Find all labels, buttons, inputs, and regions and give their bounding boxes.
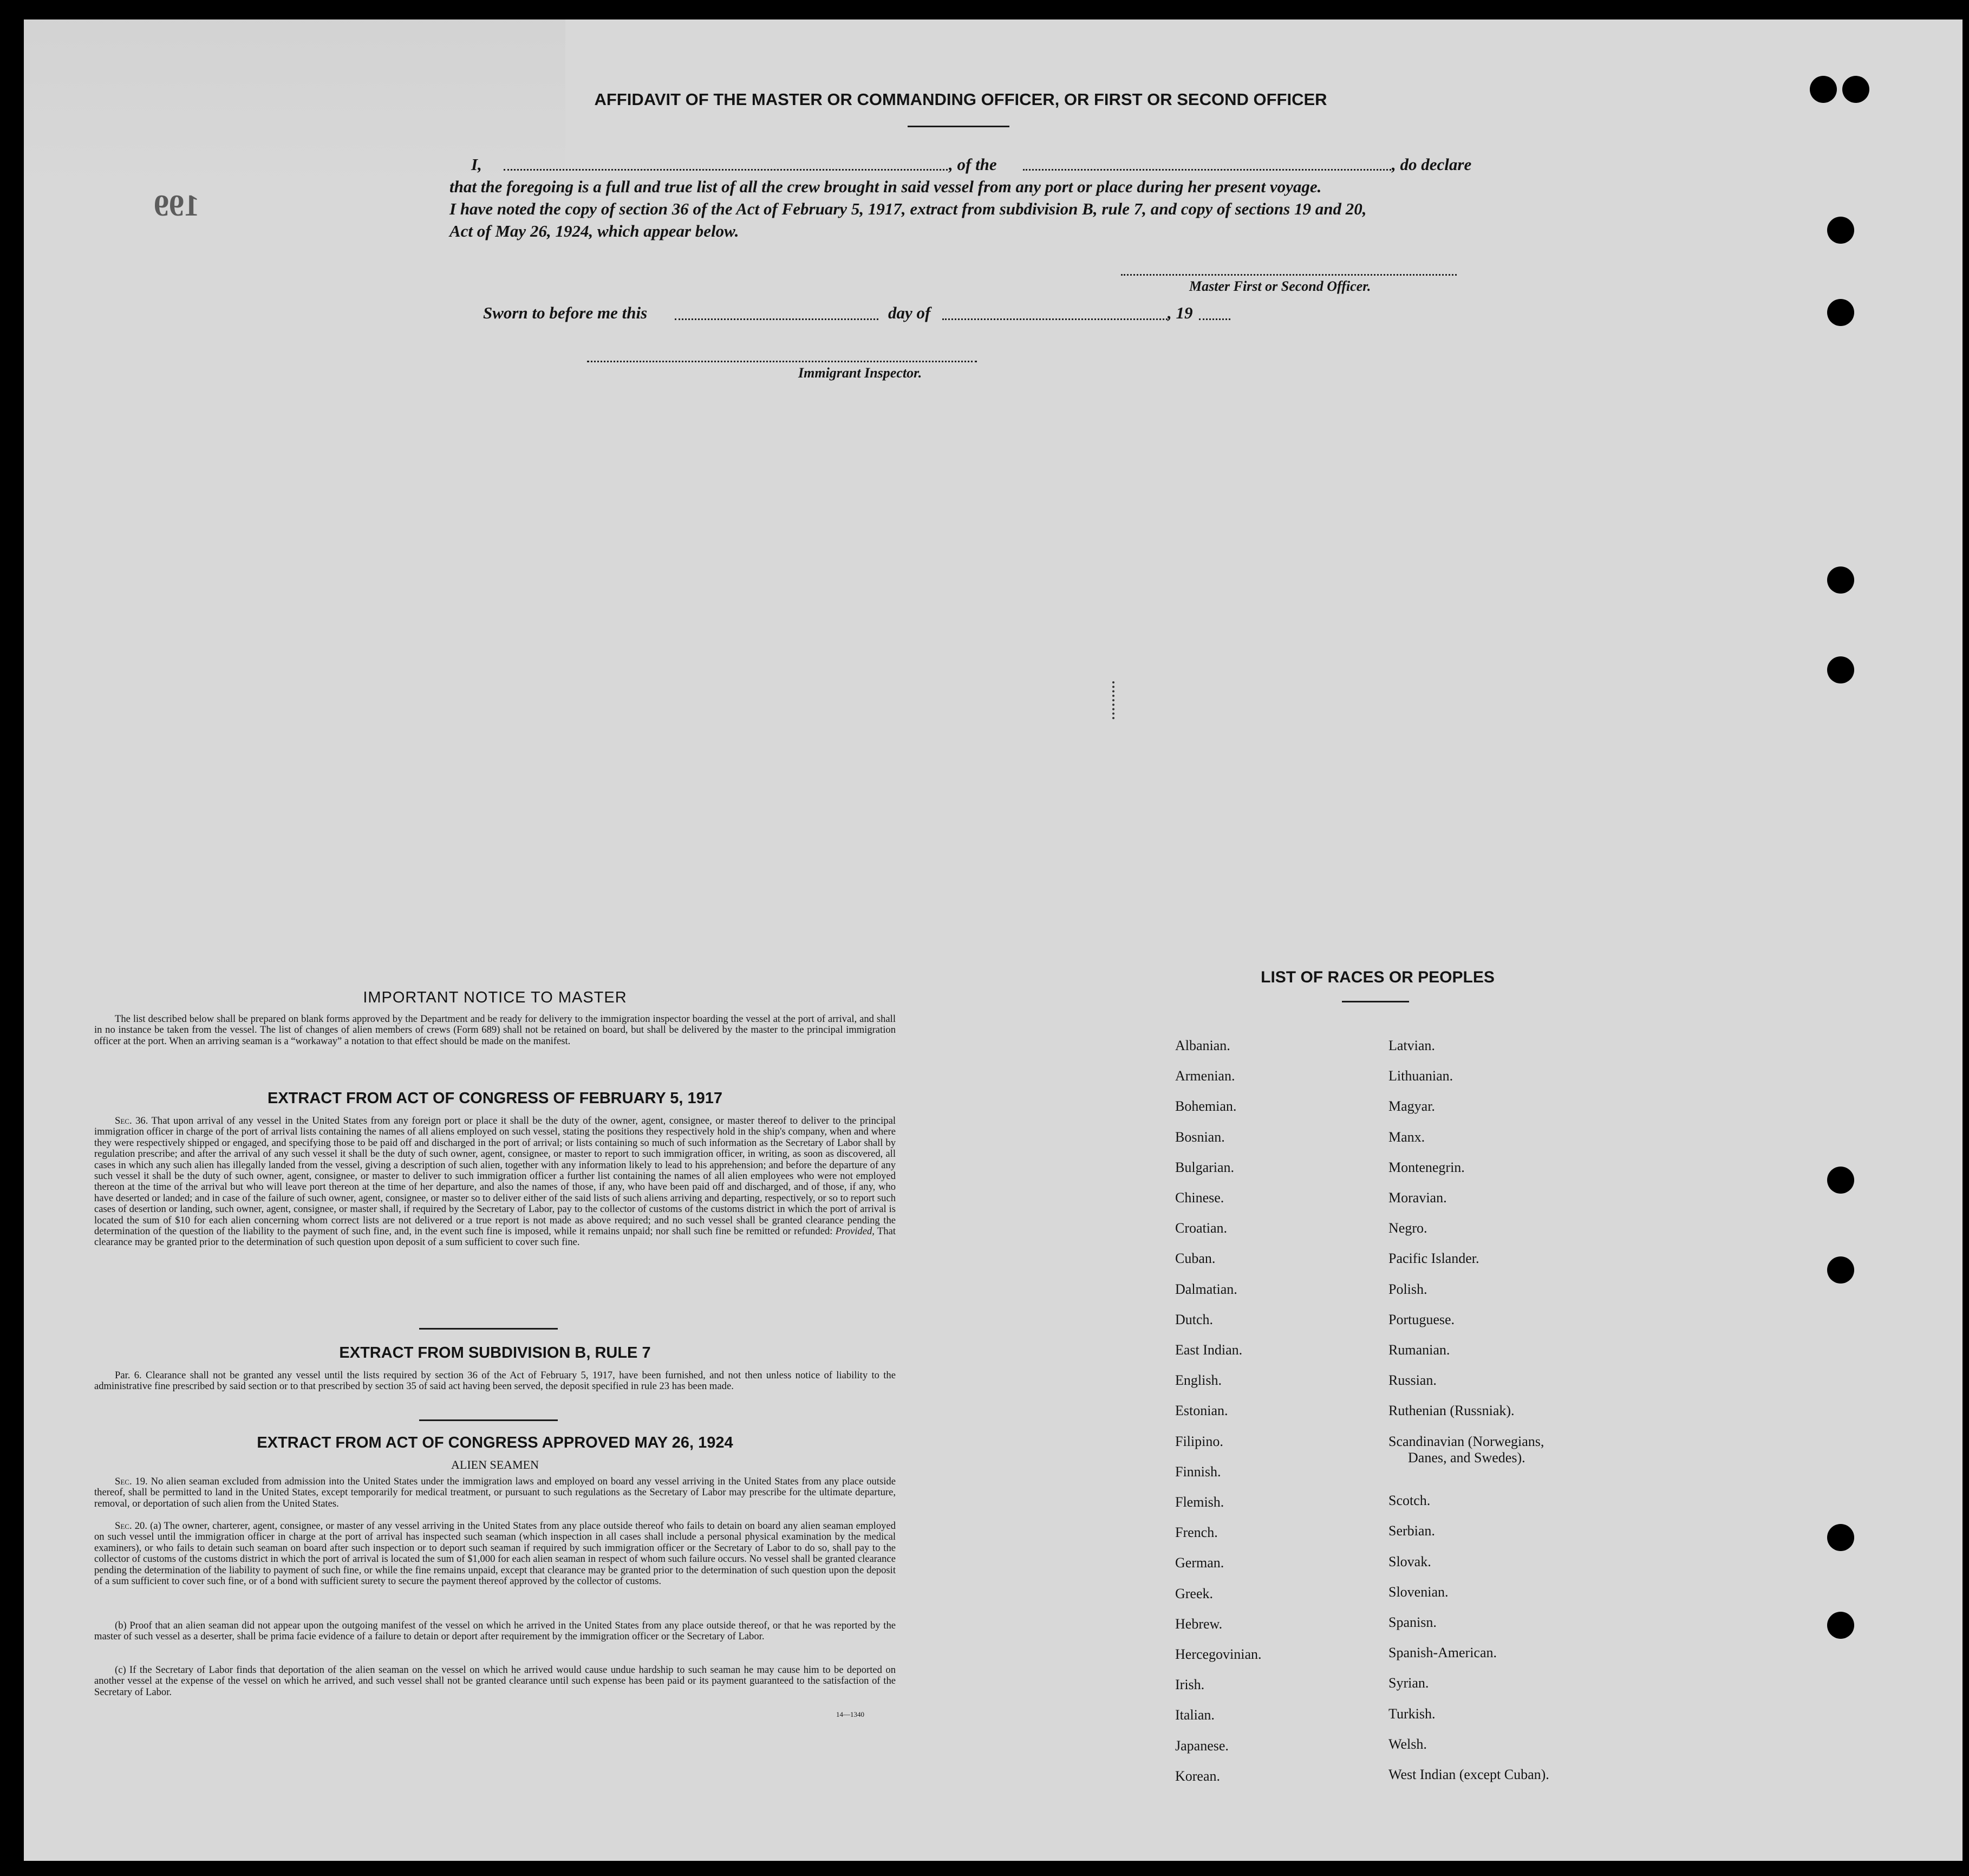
race-item: Bohemian. — [1175, 1098, 1237, 1115]
act-1924-title: EXTRACT FROM ACT OF CONGRESS APPROVED MAY 26, 1924 — [257, 1434, 733, 1451]
binder-hole-icon — [1842, 76, 1869, 103]
race-item: English. — [1175, 1372, 1222, 1389]
race-item: Dalmatian. — [1175, 1281, 1237, 1297]
divider-rule-7 — [419, 1419, 558, 1421]
vessel-blank[interactable] — [1023, 169, 1391, 171]
race-item: Portuguese. — [1388, 1311, 1455, 1327]
race-item: Irish. — [1175, 1677, 1205, 1693]
affidavit-title: AFFIDAVIT OF THE MASTER OR COMMANDING OFFICER, OR FIRST OR SECOND OFFICER — [594, 90, 1327, 109]
race-item: Estonian. — [1175, 1403, 1228, 1419]
race-item: Serbian. — [1388, 1523, 1435, 1539]
race-item: Spanish-American. — [1388, 1645, 1497, 1661]
rule-7-title: EXTRACT FROM SUBDIVISION B, RULE 7 — [339, 1344, 651, 1362]
binder-hole-icon — [1827, 1256, 1854, 1284]
binder-hole-icon — [1827, 217, 1854, 244]
race-item: Albanian. — [1175, 1038, 1230, 1053]
stamp-number: 199 — [154, 189, 199, 223]
race-item: Scandinavian (Norwegians, — [1388, 1433, 1544, 1449]
race-item: Pacific Islander. — [1388, 1250, 1479, 1267]
race-item: Armenian. — [1175, 1068, 1235, 1084]
race-item: Slovak. — [1388, 1553, 1431, 1569]
affidavit-line-4: Act of May 26, 1924, which appear below. — [449, 222, 739, 240]
section-36-text: That upon arrival of any vessel in the United States from any foreign port or place it shall be the duty of the owner, agent, consignee, or master thereof to deliver to the principal immigration officer in charge of the port of arrival lists containing the names of all aliens employed on such vessel, stating the positions they respectively hold in the ship's company, when and where they were respectively shipped or engaged, and specifying those to be paid off and discharged in the port of arrival; or lists containing so much of such information as the Secretary of Labor shall by regulation prescribe; and after the arrival of any such vessel it shall be the duty of such owner, agent, consignee, or master to report to such immigration officer, in writing, as soon as discovered, all cases in which any such alien has illegally landed from the vessel, giving a description of such alien, together with any information likely to lead to his apprehension; and before the departure of any such vessel it shall be the duty of such owner, agent, consignee, or master to deliver to such immigration officer a further list containing the names of all alien employees who were not employed thereon at the time of the arrival but who will leave port thereon at the time of her departure, and also the names of those, if any, who have been paid off and discharged, and of those, if any, who have deserted or landed; and in case of the failure of such owner, agent, consignee, or master so to deliver either of the said lists of such aliens arriving and departing, respectively, or so to report such cases of desertion or landing, such owner, agent, consignee, or master shall, if required by the Secretary of Labor, pay to the collector of customs of the customs district in which the port of arrival is located the sum of $10 for each alien concerning whom correct lists are not delivered or a true report is not made as above required; and no such vessel shall be granted clearance pending the determination of the question of the liability to the payment of such fine, and, in the event such fine is imposed, while it remains unpaid; nor shall such fine be remitted or refunded: — [94, 1115, 896, 1237]
binder-hole-icon — [1827, 1612, 1854, 1639]
race-item: Bosnian. — [1175, 1129, 1225, 1145]
race-item: Dutch. — [1175, 1311, 1214, 1327]
act-1924-section-20b: (b) Proof that an alien seaman did not appear upon the outgoing manifest of the vessel on which he arrived in the United States from any place outside thereof, or that he was reported by the master of such vessel as a deserter, shall be prima facie evidence of a failure to detain or deport after requirement by the immigration officer or the Secretary of Labor. — [94, 1620, 896, 1643]
races-title-underline — [1342, 1001, 1409, 1002]
act-1917-title: EXTRACT FROM ACT OF CONGRESS OF FEBRUARY 5, 1917 — [267, 1090, 723, 1107]
binder-hole-icon — [1827, 1167, 1854, 1194]
race-item: Hercegovinian. — [1175, 1646, 1262, 1662]
race-item: Scotch. — [1388, 1493, 1431, 1509]
binder-hole-icon — [1810, 76, 1837, 103]
affidavit-line-2: that the foregoing is a full and true list of all the crew brought in said vessel from any port or place during her present voyage. — [449, 177, 1322, 196]
race-item: Spanisn. — [1388, 1614, 1437, 1630]
race-item: Korean. — [1175, 1768, 1221, 1784]
inspector-blank[interactable] — [587, 361, 977, 362]
inspector-caption: Immigrant Inspector. — [798, 365, 922, 381]
fold-mark — [1112, 681, 1117, 719]
race-item: Greek. — [1175, 1585, 1214, 1601]
race-item: Rumanian. — [1388, 1342, 1450, 1358]
race-item: East Indian. — [1175, 1342, 1243, 1358]
section-20-label: Sec. 20. — [115, 1520, 147, 1532]
year-blank[interactable] — [1199, 318, 1230, 320]
race-item: Flemish. — [1175, 1494, 1224, 1510]
act-1917-section-36 — [94, 1116, 896, 1248]
race-item: Bulgarian. — [1175, 1159, 1235, 1175]
signature-blank[interactable] — [1121, 274, 1457, 276]
act-1924-section-20a — [94, 1521, 896, 1587]
bleed-through-shading — [24, 19, 565, 193]
section-36-label: Sec. 36. — [115, 1115, 148, 1126]
month-blank[interactable] — [942, 318, 1168, 320]
affidavit-do-declare: , do declare — [1392, 155, 1472, 174]
race-item: Syrian. — [1388, 1675, 1429, 1691]
binder-hole-icon — [1827, 566, 1854, 594]
race-item: Montenegrin. — [1388, 1159, 1465, 1175]
section-19-text: No alien seaman excluded from admission into the United States under the immigration laws and employed on board any vessel arriving in the United States from any place outside thereof, shall be permitted to land in the United States, except temporarily for medical treatment, or pursuant to such regulations as the Secretary of Labor may prescribe for the ultimate departure, removal, or deportation of such alien from the United States. — [94, 1476, 896, 1509]
title-underline — [908, 126, 1009, 127]
race-item: Japanese. — [1175, 1737, 1229, 1754]
day-of-label: day of — [888, 303, 931, 322]
divider-1917 — [419, 1328, 558, 1330]
race-item: Italian. — [1175, 1707, 1215, 1723]
race-item: Croatian. — [1175, 1220, 1228, 1236]
sworn-label: Sworn to before me this — [483, 303, 648, 322]
form-number: 14—1340 — [836, 1710, 864, 1718]
signature-caption: Master First or Second Officer. — [1189, 278, 1371, 294]
affidavit-line-3: I have noted the copy of section 36 of the Act of February 5, 1917, extract from subdivision B, rule 7, and copy of sections 19 and 20, — [449, 199, 1367, 218]
race-item: Manx. — [1388, 1129, 1425, 1145]
sworn-day-blank[interactable] — [675, 318, 878, 320]
section-36-tail: That clearance may be granted prior to the determination of such question upon deposit of a sum sufficient to cover such fine. — [94, 1226, 896, 1248]
name-blank[interactable] — [504, 169, 948, 171]
race-item: West Indian (except Cuban). — [1388, 1766, 1549, 1782]
document-page — [24, 19, 1963, 1861]
affidavit-of-the: , of the — [949, 155, 997, 174]
race-item: Moravian. — [1388, 1190, 1447, 1206]
race-item: Chinese. — [1175, 1190, 1224, 1206]
race-item: Ruthenian (Russniak). — [1388, 1403, 1515, 1419]
race-item: Russian. — [1388, 1372, 1437, 1389]
binder-hole-icon — [1827, 656, 1854, 683]
affidavit-i-label: I, — [471, 155, 482, 174]
rule-7-text: Par. 6. Clearance shall not be granted any vessel until the lists required by section 36 of the Act of February 5, 1917, have been furnished, and not then unless notice of liability to the administrative fine prescribed by said section or to that prescribed by section 35 of said act having been served, the deposit specified in rule 23 has been made. — [94, 1370, 896, 1392]
section-20a-text: (a) The owner, charterer, agent, consignee, or master of any vessel arriving in the United States from any place outside thereof who fails to detain on board any alien seaman employed on such vessel until the immigration officer in charge at the port of arrival has inspected such seaman (which inspection in all cases shall include a personal physical examination by the medical examiners), or who fails to detain such seaman on board after such inspection or to deport such seaman if required by such immigration officer or the Secretary of Labor to do so, shall pay to the collector of customs of the customs district in which the port of arrival is located the sum of $1,000 for each alien seaman in respect of whom such failure occurs. No vessel shall be granted clearance pending the determination of the liability to payment of such fine, or while the fine remains unpaid, except that clearance may be granted prior to the determination of such question upon the deposit of a sum sufficient to cover such fine, or of a bond with sufficient surety to secure the payment thereof approved by the collector of customs. — [94, 1520, 896, 1587]
alien-seamen-subtitle: ALIEN SEAMEN — [451, 1458, 539, 1471]
act-1924-section-20c: (c) If the Secretary of Labor finds that deportation of the alien seaman on the vessel on which he arrived would cause undue hardship to such seaman he may cause him to be deported on another vessel at the expense of the vessel on which he arrived, and such vessel shall not be granted clearance until such expense has been paid or its payment guaranteed to the satisfaction of the Secretary of Labor. — [94, 1664, 896, 1698]
race-item: Finnish. — [1175, 1463, 1221, 1480]
race-item: Cuban. — [1175, 1250, 1216, 1267]
race-item: Negro. — [1388, 1220, 1427, 1236]
race-item: Slovenian. — [1388, 1584, 1449, 1600]
year-label: , 19 — [1168, 303, 1193, 322]
race-item: Lithuanian. — [1388, 1068, 1453, 1084]
race-item: Welsh. — [1388, 1736, 1427, 1752]
race-item: German. — [1175, 1555, 1224, 1571]
race-item: French. — [1175, 1525, 1218, 1541]
provided-label: Provided, — [835, 1226, 875, 1237]
notice-text: The list described below shall be prepared on blank forms approved by the Department and be ready for delivery to the immigration inspector boarding the vessel at the port of arrival, and shall in no instance be taken from the vessel. The list of changes of alien members of crews (Form 689) shall not be retained on board, but shall be delivered by the master to the principal immigration officer at the port. When an arriving seaman is a “workaway” a notation to that effect should be made on the manifest. — [94, 1013, 896, 1047]
act-1924-section-19 — [94, 1476, 896, 1509]
race-item: Magyar. — [1388, 1098, 1435, 1115]
race-item: Polish. — [1388, 1281, 1427, 1297]
binder-hole-icon — [1827, 299, 1854, 326]
race-item: Turkish. — [1388, 1705, 1436, 1722]
notice-title: IMPORTANT NOTICE TO MASTER — [363, 989, 627, 1006]
section-19-label: Sec. 19. — [115, 1476, 148, 1487]
races-title: LIST OF RACES OR PEOPLES — [1261, 968, 1495, 986]
race-item: Danes, and Swedes). — [1408, 1449, 1525, 1465]
binder-hole-icon — [1827, 1524, 1854, 1551]
race-item: Hebrew. — [1175, 1616, 1223, 1632]
race-item: Filipino. — [1175, 1433, 1223, 1449]
race-item: Latvian. — [1388, 1038, 1435, 1053]
